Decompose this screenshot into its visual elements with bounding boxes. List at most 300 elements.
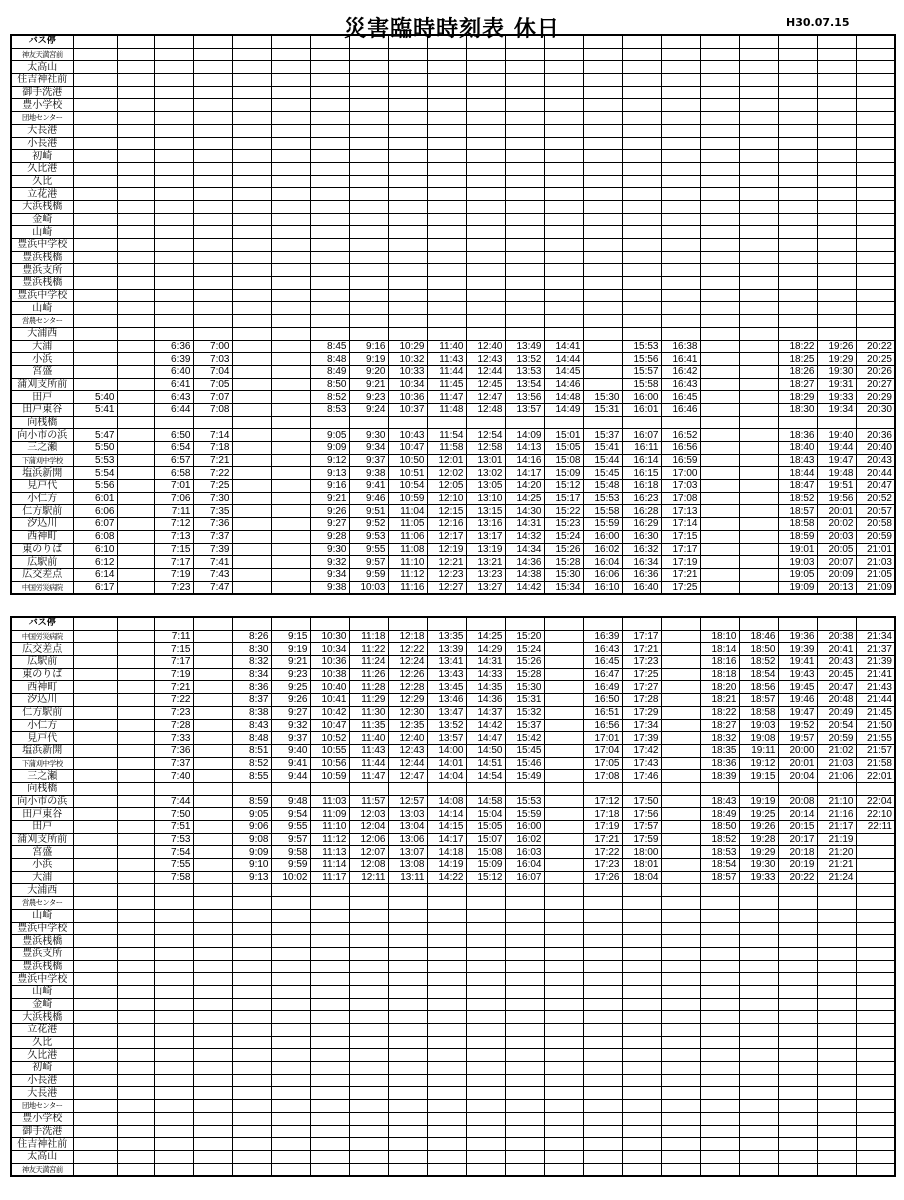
- time-cell: 6:08: [73, 530, 117, 543]
- time-cell: 18:49: [700, 808, 739, 821]
- time-cell: 11:12: [310, 833, 349, 846]
- time-cell: [700, 264, 739, 277]
- time-cell: [73, 226, 117, 239]
- time-cell: [232, 492, 271, 505]
- time-cell: [466, 327, 505, 340]
- time-cell: 7:13: [154, 530, 193, 543]
- header-row: [11, 35, 895, 48]
- time-cell: 19:57: [778, 732, 817, 745]
- time-cell: 11:40: [349, 732, 388, 745]
- time-cell: [310, 162, 349, 175]
- time-cell: 6:50: [154, 429, 193, 442]
- time-cell: [117, 200, 154, 213]
- time-cell: 19:12: [739, 757, 778, 770]
- time-cell: [739, 289, 778, 302]
- time-cell: 10:59: [310, 770, 349, 783]
- time-cell: [349, 277, 388, 290]
- time-cell: [117, 770, 154, 783]
- time-cell: [117, 467, 154, 480]
- time-cell: [193, 1011, 232, 1024]
- time-cell: 16:10: [583, 581, 622, 594]
- time-cell: 13:45: [427, 681, 466, 694]
- time-cell: 17:05: [583, 757, 622, 770]
- table-row: [11, 808, 895, 821]
- header-row: [11, 617, 895, 630]
- time-cell: 16:29: [622, 518, 661, 531]
- time-cell: [117, 732, 154, 745]
- time-cell: [778, 251, 817, 264]
- header-cell: [117, 35, 154, 48]
- time-cell: [271, 935, 310, 948]
- time-cell: [739, 518, 778, 531]
- time-cell: [271, 922, 310, 935]
- time-cell: [661, 821, 700, 834]
- time-cell: [271, 365, 310, 378]
- time-cell: 9:13: [232, 871, 271, 884]
- time-cell: 9:28: [310, 530, 349, 543]
- time-cell: [427, 1024, 466, 1037]
- time-cell: 8:26: [232, 630, 271, 643]
- time-cell: [739, 973, 778, 986]
- time-cell: [271, 188, 310, 201]
- time-cell: [232, 998, 271, 1011]
- time-cell: [466, 909, 505, 922]
- header-cell: [193, 35, 232, 48]
- time-cell: [73, 630, 117, 643]
- time-cell: [622, 239, 661, 252]
- time-cell: 17:34: [622, 719, 661, 732]
- time-cell: 7:17: [154, 556, 193, 569]
- time-cell: [117, 429, 154, 442]
- table-row: [11, 378, 895, 391]
- time-cell: 9:38: [310, 581, 349, 594]
- time-cell: 14:49: [544, 403, 583, 416]
- time-cell: [271, 782, 310, 795]
- time-cell: [661, 226, 700, 239]
- table-row: [11, 568, 895, 581]
- time-cell: [310, 1150, 349, 1163]
- time-cell: 16:43: [583, 643, 622, 656]
- time-cell: [583, 124, 622, 137]
- table-row: [11, 74, 895, 87]
- time-cell: 11:24: [349, 656, 388, 669]
- time-cell: [622, 960, 661, 973]
- time-cell: [661, 416, 700, 429]
- time-cell: [73, 137, 117, 150]
- time-cell: [154, 327, 193, 340]
- time-cell: 8:48: [310, 353, 349, 366]
- time-cell: [154, 150, 193, 163]
- time-cell: [661, 770, 700, 783]
- time-cell: [73, 846, 117, 859]
- time-cell: [232, 251, 271, 264]
- time-cell: [310, 264, 349, 277]
- time-cell: 14:48: [544, 391, 583, 404]
- header-cell: [427, 617, 466, 630]
- time-cell: 17:18: [583, 808, 622, 821]
- time-cell: [349, 150, 388, 163]
- time-cell: [739, 416, 778, 429]
- time-cell: 18:52: [778, 492, 817, 505]
- time-cell: [232, 985, 271, 998]
- time-cell: [856, 251, 895, 264]
- time-cell: [193, 668, 232, 681]
- time-cell: [271, 897, 310, 910]
- time-cell: [466, 935, 505, 948]
- stop-name: 東のりば: [11, 668, 73, 681]
- time-cell: 18:27: [700, 719, 739, 732]
- time-cell: [622, 1163, 661, 1176]
- time-cell: [73, 782, 117, 795]
- time-cell: [349, 782, 388, 795]
- time-cell: [622, 277, 661, 290]
- time-cell: [817, 137, 856, 150]
- time-cell: [310, 935, 349, 948]
- time-cell: [427, 1138, 466, 1151]
- time-cell: [700, 922, 739, 935]
- time-cell: [817, 1100, 856, 1113]
- time-cell: 18:10: [700, 630, 739, 643]
- time-cell: 7:18: [193, 442, 232, 455]
- time-cell: 11:35: [349, 719, 388, 732]
- time-cell: 15:05: [466, 821, 505, 834]
- bus-stop-header: バス停: [11, 35, 73, 48]
- time-cell: 9:40: [271, 744, 310, 757]
- time-cell: 13:06: [388, 833, 427, 846]
- time-cell: [349, 922, 388, 935]
- time-cell: [388, 1100, 427, 1113]
- time-cell: 9:37: [349, 454, 388, 467]
- time-cell: [271, 960, 310, 973]
- time-cell: [817, 1062, 856, 1075]
- time-cell: [427, 264, 466, 277]
- time-cell: 7:51: [154, 821, 193, 834]
- table-row: [11, 694, 895, 707]
- time-cell: [661, 1024, 700, 1037]
- time-cell: [193, 884, 232, 897]
- time-cell: [505, 1049, 544, 1062]
- table-row: [11, 1062, 895, 1075]
- time-cell: 7:05: [193, 378, 232, 391]
- time-cell: [505, 315, 544, 328]
- time-cell: [349, 251, 388, 264]
- header-cell: [544, 617, 583, 630]
- time-cell: [310, 884, 349, 897]
- time-cell: [856, 150, 895, 163]
- time-cell: [622, 909, 661, 922]
- time-cell: 22:01: [856, 770, 895, 783]
- time-cell: [505, 112, 544, 125]
- time-cell: 14:32: [505, 530, 544, 543]
- time-cell: [739, 429, 778, 442]
- time-cell: [700, 277, 739, 290]
- time-cell: [622, 289, 661, 302]
- time-cell: [544, 1125, 583, 1138]
- header-cell: [349, 35, 388, 48]
- time-cell: 11:10: [310, 821, 349, 834]
- time-cell: 9:16: [349, 340, 388, 353]
- time-cell: [505, 124, 544, 137]
- time-cell: 19:33: [817, 391, 856, 404]
- time-cell: [700, 1112, 739, 1125]
- time-cell: [778, 188, 817, 201]
- time-cell: [466, 200, 505, 213]
- time-cell: 17:23: [622, 656, 661, 669]
- time-cell: [73, 365, 117, 378]
- time-cell: 7:14: [193, 429, 232, 442]
- time-cell: 14:00: [427, 744, 466, 757]
- time-cell: [817, 264, 856, 277]
- time-cell: 7:30: [193, 492, 232, 505]
- time-cell: 17:08: [661, 492, 700, 505]
- time-cell: 20:22: [778, 871, 817, 884]
- time-cell: 6:44: [154, 403, 193, 416]
- time-cell: [271, 429, 310, 442]
- time-cell: [349, 1036, 388, 1049]
- time-cell: 10:36: [310, 656, 349, 669]
- time-cell: 11:43: [427, 353, 466, 366]
- time-cell: [427, 1163, 466, 1176]
- time-cell: [505, 1100, 544, 1113]
- time-cell: [271, 213, 310, 226]
- time-cell: [388, 998, 427, 1011]
- time-cell: [817, 922, 856, 935]
- time-cell: [700, 74, 739, 87]
- time-cell: 18:01: [622, 859, 661, 872]
- time-cell: [427, 124, 466, 137]
- time-cell: [349, 99, 388, 112]
- time-cell: [73, 947, 117, 960]
- time-cell: 13:05: [466, 480, 505, 493]
- time-cell: [117, 643, 154, 656]
- time-cell: 13:47: [427, 706, 466, 719]
- time-cell: [661, 150, 700, 163]
- time-cell: [856, 1087, 895, 1100]
- time-cell: 14:54: [466, 770, 505, 783]
- time-cell: [193, 821, 232, 834]
- table-row: [11, 480, 895, 493]
- time-cell: 14:58: [466, 795, 505, 808]
- time-cell: 13:46: [427, 694, 466, 707]
- time-cell: 11:22: [349, 643, 388, 656]
- time-cell: [349, 1024, 388, 1037]
- time-cell: 16:18: [622, 480, 661, 493]
- stop-name: 久比港: [11, 1049, 73, 1062]
- time-cell: 9:58: [271, 846, 310, 859]
- time-cell: [778, 239, 817, 252]
- time-cell: [583, 1036, 622, 1049]
- time-cell: [232, 112, 271, 125]
- time-cell: 19:44: [817, 442, 856, 455]
- time-cell: 6:57: [154, 454, 193, 467]
- time-cell: [388, 86, 427, 99]
- time-cell: 16:56: [661, 442, 700, 455]
- time-cell: [544, 884, 583, 897]
- time-cell: [778, 74, 817, 87]
- time-cell: 15:26: [505, 656, 544, 669]
- time-cell: [622, 86, 661, 99]
- time-cell: 11:40: [427, 340, 466, 353]
- time-cell: [661, 681, 700, 694]
- time-cell: 14:42: [466, 719, 505, 732]
- time-cell: [544, 808, 583, 821]
- time-cell: 10:43: [388, 429, 427, 442]
- header-cell: [310, 617, 349, 630]
- time-cell: 15:30: [583, 391, 622, 404]
- time-cell: [117, 694, 154, 707]
- time-cell: [349, 289, 388, 302]
- time-cell: 17:50: [622, 795, 661, 808]
- time-cell: 12:40: [388, 732, 427, 745]
- time-cell: [193, 833, 232, 846]
- time-cell: 14:47: [466, 732, 505, 745]
- time-cell: [427, 226, 466, 239]
- time-cell: [193, 1125, 232, 1138]
- time-cell: [544, 1049, 583, 1062]
- time-cell: [193, 859, 232, 872]
- time-cell: 15:53: [583, 492, 622, 505]
- time-cell: [117, 909, 154, 922]
- time-cell: [193, 1138, 232, 1151]
- stop-name: 初崎: [11, 150, 73, 163]
- time-cell: 7:37: [193, 530, 232, 543]
- time-cell: [427, 48, 466, 61]
- time-cell: [117, 656, 154, 669]
- time-cell: [661, 668, 700, 681]
- time-cell: [505, 175, 544, 188]
- time-cell: [466, 99, 505, 112]
- time-cell: [817, 48, 856, 61]
- time-cell: 18:52: [700, 833, 739, 846]
- time-cell: [193, 808, 232, 821]
- time-cell: 20:41: [817, 643, 856, 656]
- time-cell: 18:54: [739, 668, 778, 681]
- time-cell: [154, 188, 193, 201]
- time-cell: 16:43: [661, 378, 700, 391]
- time-cell: [388, 1150, 427, 1163]
- header-cell: [856, 617, 895, 630]
- time-cell: 21:45: [856, 706, 895, 719]
- time-cell: [544, 694, 583, 707]
- time-cell: [232, 530, 271, 543]
- table-row: [11, 1011, 895, 1024]
- time-cell: [622, 1087, 661, 1100]
- time-cell: [310, 909, 349, 922]
- time-cell: [661, 264, 700, 277]
- time-cell: [505, 1062, 544, 1075]
- time-cell: [154, 239, 193, 252]
- time-cell: [817, 416, 856, 429]
- time-cell: [427, 884, 466, 897]
- time-cell: [427, 1087, 466, 1100]
- time-cell: [466, 239, 505, 252]
- time-cell: 15:41: [583, 442, 622, 455]
- time-cell: [700, 150, 739, 163]
- time-cell: [427, 315, 466, 328]
- time-cell: [661, 327, 700, 340]
- time-cell: [117, 175, 154, 188]
- time-cell: 9:21: [310, 492, 349, 505]
- time-cell: [661, 99, 700, 112]
- time-cell: 20:45: [817, 668, 856, 681]
- time-cell: [544, 770, 583, 783]
- time-cell: [310, 897, 349, 910]
- time-cell: 17:17: [661, 543, 700, 556]
- time-cell: 15:28: [544, 556, 583, 569]
- time-cell: 10:30: [310, 630, 349, 643]
- table-row: [11, 935, 895, 948]
- time-cell: [310, 302, 349, 315]
- time-cell: 12:43: [388, 744, 427, 757]
- time-cell: 14:13: [505, 442, 544, 455]
- time-cell: [73, 719, 117, 732]
- time-cell: [817, 1087, 856, 1100]
- time-cell: [117, 859, 154, 872]
- time-cell: [856, 897, 895, 910]
- time-cell: 19:05: [778, 568, 817, 581]
- time-cell: [661, 251, 700, 264]
- time-cell: [700, 782, 739, 795]
- time-cell: [739, 492, 778, 505]
- time-cell: [544, 668, 583, 681]
- time-cell: [154, 137, 193, 150]
- time-cell: [622, 137, 661, 150]
- time-cell: 16:50: [583, 694, 622, 707]
- time-cell: [817, 112, 856, 125]
- time-cell: [193, 935, 232, 948]
- time-cell: [700, 530, 739, 543]
- time-cell: [778, 162, 817, 175]
- time-cell: 5:40: [73, 391, 117, 404]
- time-cell: [661, 744, 700, 757]
- time-cell: [427, 782, 466, 795]
- time-cell: [856, 1011, 895, 1024]
- time-cell: [817, 86, 856, 99]
- time-cell: [700, 137, 739, 150]
- time-cell: [271, 251, 310, 264]
- time-cell: [232, 137, 271, 150]
- time-cell: [739, 505, 778, 518]
- time-cell: [661, 112, 700, 125]
- time-cell: 10:32: [388, 353, 427, 366]
- time-cell: [73, 48, 117, 61]
- time-cell: [349, 264, 388, 277]
- time-cell: [856, 239, 895, 252]
- time-cell: 17:42: [622, 744, 661, 757]
- time-cell: [117, 74, 154, 87]
- time-cell: [700, 315, 739, 328]
- time-cell: [117, 973, 154, 986]
- time-cell: [427, 960, 466, 973]
- table-row: [11, 124, 895, 137]
- stop-name: 三之瀬: [11, 442, 73, 455]
- header-cell: [544, 35, 583, 48]
- time-cell: [856, 302, 895, 315]
- time-cell: [583, 1049, 622, 1062]
- time-cell: [661, 782, 700, 795]
- time-cell: [73, 162, 117, 175]
- time-cell: [778, 998, 817, 1011]
- header-cell: [154, 617, 193, 630]
- time-cell: 17:21: [583, 833, 622, 846]
- time-cell: [700, 935, 739, 948]
- time-cell: [271, 200, 310, 213]
- time-cell: [117, 1062, 154, 1075]
- time-cell: 14:16: [505, 454, 544, 467]
- stop-name: 大長港: [11, 1087, 73, 1100]
- time-cell: [700, 200, 739, 213]
- time-cell: 19:30: [739, 859, 778, 872]
